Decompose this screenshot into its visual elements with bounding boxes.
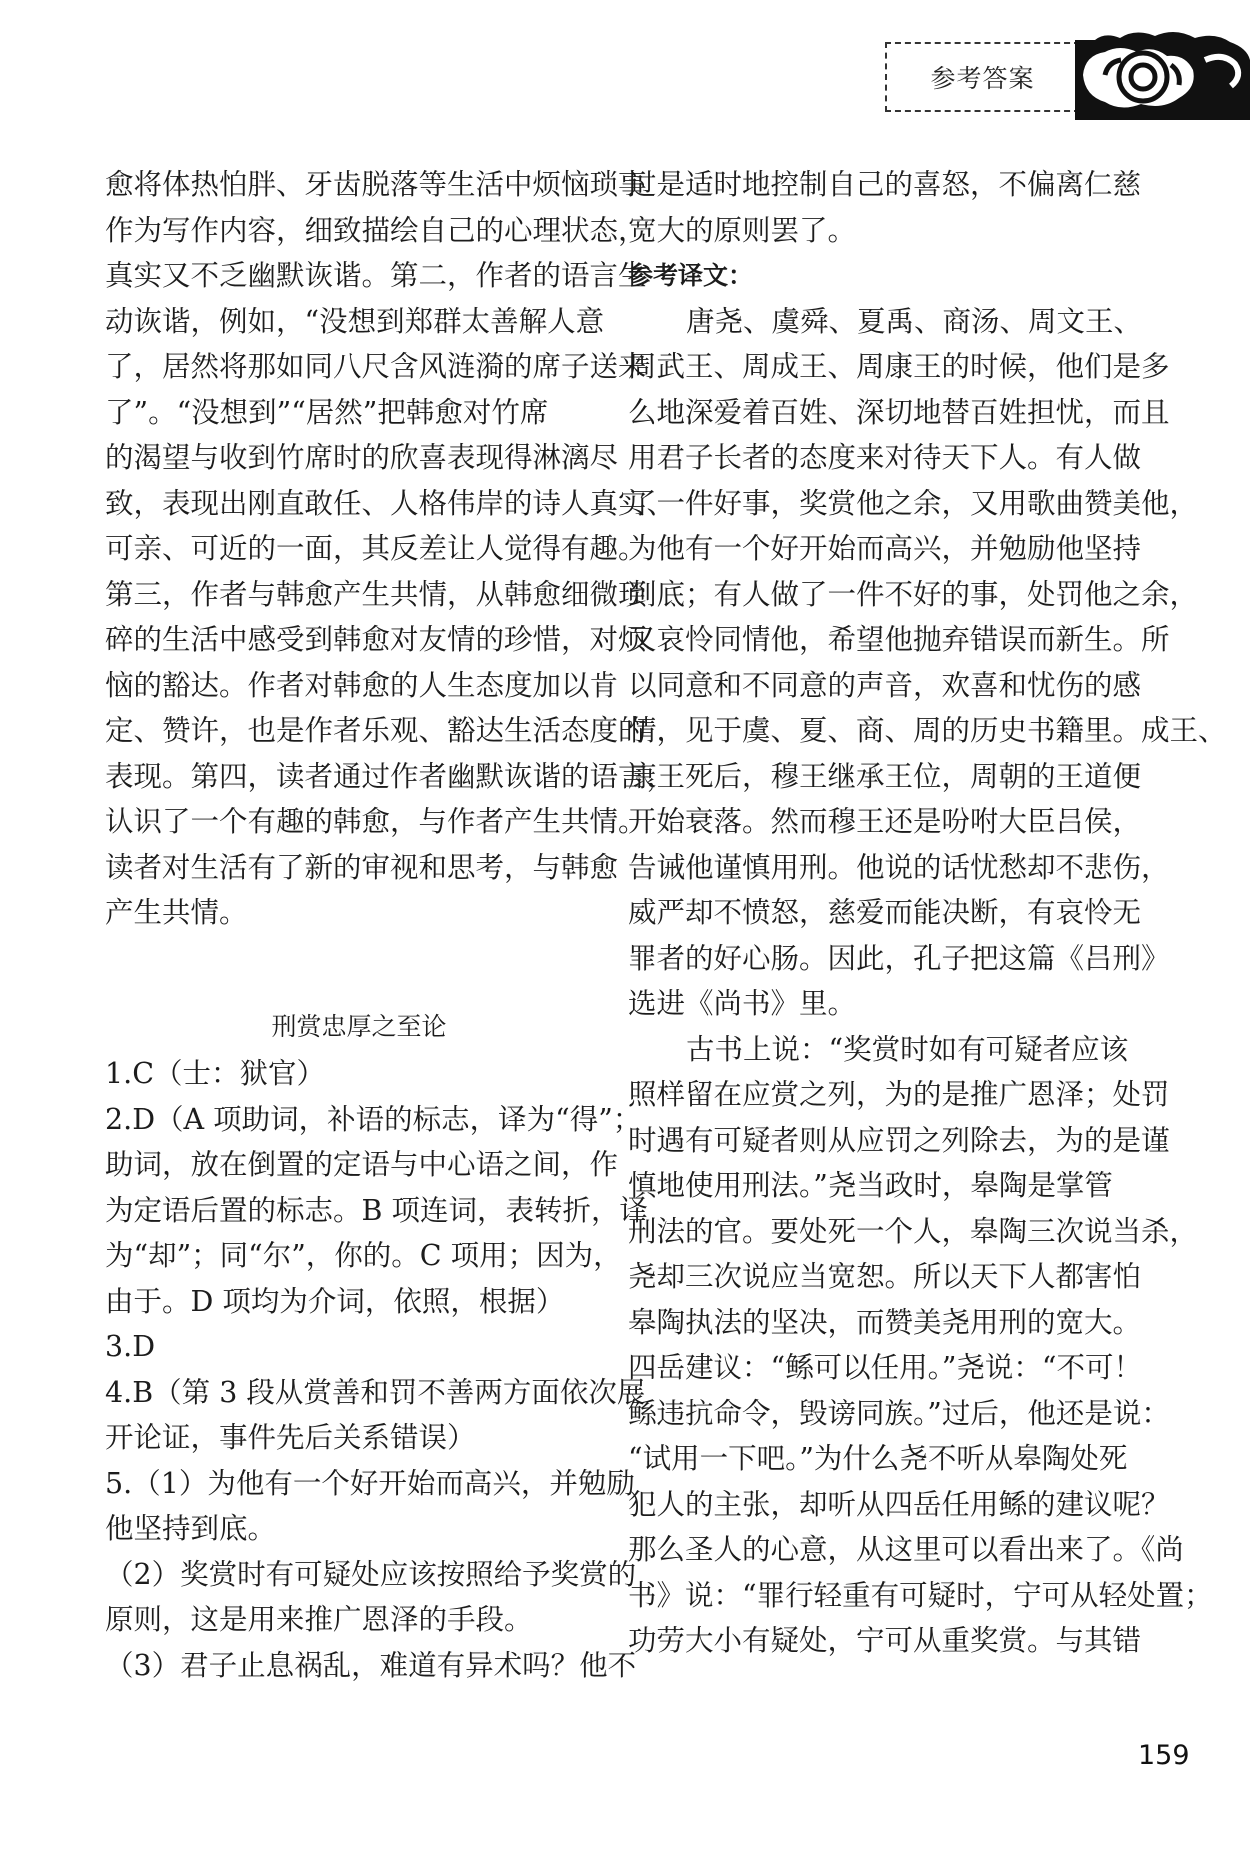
text-line: 刑法的官。要处死一个人，皋陶三次说当杀，: [628, 1214, 1199, 1248]
answer-list: [105, 1051, 649, 1688]
text-line: 书》说：“罪行轻重有可疑时，宁可从轻处置；: [628, 1578, 1213, 1612]
text-line: 选进《尚书》里。: [628, 987, 857, 1020]
text-line: 康王死后，穆王继承王位，周朝的王道便: [628, 759, 1142, 793]
answer-line: 3.D: [105, 1330, 156, 1363]
text-line: 唐尧、虞舜、夏禹、商汤、周文王、: [686, 304, 1143, 338]
cloud-ornament-icon: [1075, 30, 1250, 120]
right-column: [628, 162, 1227, 1664]
translation-paragraph-2: [628, 1027, 1213, 1664]
page-number: 159: [1138, 1740, 1190, 1771]
answer-line: 为“却”；同“尔”，你的。C 项用；因为，: [105, 1239, 622, 1272]
text-line: 作为写作内容，细致描绘自己的心理状态，: [105, 213, 647, 247]
text-line: 古书上说：“奖赏时如有可疑者应该: [686, 1032, 1129, 1066]
text-line: 告诫他谨慎用刑。他说的话忧愁却不悲伤，: [628, 850, 1170, 884]
answer-line: （2）奖赏时有可疑处应该按照给予奖赏的: [105, 1557, 637, 1591]
text-line: 读者对生活有了新的审视和思考，与韩愈: [105, 850, 619, 884]
text-line: 到底；有人做了一件不好的事，处罚他之余，: [628, 577, 1199, 611]
text-line: 四岳建议：“鲧可以任用。”尧说：“不可！: [628, 1351, 1142, 1384]
answer-line: 开论证，事件先后关系错误）: [105, 1421, 476, 1454]
text-line: 产生共情。: [105, 896, 248, 929]
text-line: 皋陶执法的坚决，而赞美尧用刑的宽大。: [628, 1305, 1142, 1339]
text-line: 开始衰落。然而穆王还是吩咐大臣吕侯，: [628, 805, 1142, 838]
answer-line: 由于。D 项均为介词，依照，根据）: [105, 1284, 565, 1318]
text-line: 又哀怜同情他，希望他抛弃错误而新生。所: [628, 623, 1170, 656]
text-line: 周武王、周成王、周康王的时候，他们是多: [628, 350, 1170, 383]
text-line: 犯人的主张，却听从四岳任用鲧的建议呢？: [628, 1487, 1170, 1521]
text-line: “试用一下吧。”为什么尧不听从皋陶处死: [628, 1442, 1128, 1475]
text-line: 照样留在应赏之列，为的是推广恩泽；处罚: [628, 1078, 1170, 1111]
answer-line: 原则，这是用来推广恩泽的手段。: [105, 1603, 533, 1636]
section-title: 刑赏忠厚之至论: [271, 1011, 447, 1041]
answer-line: 5.（1）为他有一个好开始而高兴，并勉励: [105, 1466, 635, 1500]
text-line: 表现。第四，读者通过作者幽默诙谐的语言，: [105, 759, 676, 793]
answer-line: 1.C（士：狱官）: [105, 1057, 325, 1090]
answer-line: 助词，放在倒置的定语与中心语之间，作: [105, 1148, 619, 1181]
text-line: 为他有一个好开始而高兴，并勉励他坚持: [628, 532, 1142, 565]
translation-paragraph-1: [628, 299, 1227, 1027]
header-tab: [885, 42, 1080, 112]
text-line: 情，见于虞、夏、商、周的历史书籍里。成王、: [628, 714, 1227, 747]
text-line: 定、赞许，也是作者乐观、豁达生活态度的: [105, 714, 647, 747]
text-line: 罪者的好心肠。因此，孔子把这篇《吕刑》: [628, 941, 1170, 975]
text-line: 宽大的原则罢了。: [628, 213, 857, 247]
answer-line: 2.D（A 项助词，补语的标志，译为“得”；: [105, 1102, 642, 1136]
text-line: 真实又不乏幽默诙谐。第二，作者的语言生: [105, 259, 647, 292]
text-line: 尧却三次说应当宽恕。所以天下人都害怕: [628, 1260, 1142, 1293]
text-line: 么地深爱着百姓、深切地替百姓担忧，而且: [628, 395, 1170, 429]
text-line: 认识了一个有趣的韩愈，与作者产生共情。: [105, 805, 647, 838]
text-line: 的渴望与收到竹席时的欣喜表现得淋漓尽: [105, 441, 619, 474]
text-line: 威严却不愤怒，慈爱而能决断，有哀怜无: [628, 896, 1142, 929]
answer-line: （3）君子止息祸乱，难道有异术吗？他不: [105, 1648, 637, 1682]
text-line: 过是适时地控制自己的喜怒，不偏离仁慈: [628, 168, 1142, 201]
header-tab-label: 参考答案: [930, 64, 1035, 93]
text-line: 时遇有可疑者则从应罚之列除去，为的是谨: [628, 1123, 1170, 1157]
text-line: 了一件好事，奖赏他之余，又用歌曲赞美他，: [628, 486, 1199, 520]
left-paragraph: [105, 162, 676, 936]
text-line: 致，表现出刚直敢任、人格伟岸的诗人真实、: [105, 486, 676, 520]
answer-line: 4.B（第 3 段从赏善和罚不善两方面依次展: [105, 1375, 646, 1409]
text-line: 恼的豁达。作者对韩愈的人生态度加以肯: [105, 668, 619, 702]
text-line: 愈将体热怕胖、牙齿脱落等生活中烦恼琐事: [105, 168, 647, 201]
text-line: 功劳大小有疑处，宁可从重奖赏。与其错: [628, 1624, 1142, 1657]
text-line: 了”。“没想到”“居然”把韩愈对竹席: [105, 395, 549, 429]
text-line: 鲧违抗命令，毁谤同族。”过后，他还是说：: [628, 1396, 1170, 1430]
text-line: 动诙谐，例如，“没想到郑群太善解人意: [105, 304, 605, 338]
text-line: 第三，作者与韩愈产生共情，从韩愈细微琐: [105, 577, 647, 611]
answer-line: 为定语后置的标志。B 项连词，表转折，译: [105, 1193, 649, 1227]
text-line: 那么圣人的心意，从这里可以看出来了。《尚: [628, 1533, 1184, 1566]
left-column: [105, 162, 676, 1688]
text-line: 以同意和不同意的声音，欢喜和忧伤的感: [628, 668, 1142, 702]
text-line: 碎的生活中感受到韩愈对友情的珍惜，对烦: [105, 623, 647, 656]
text-line: 可亲、可近的一面，其反差让人觉得有趣。: [105, 532, 647, 565]
text-line: 用君子长者的态度来对待天下人。有人做: [628, 441, 1142, 474]
translation-heading: 参考译文：: [628, 261, 754, 290]
text-line: 慎地使用刑法。”尧当政时，皋陶是掌管: [628, 1169, 1113, 1202]
text-line: 了，居然将那如同八尺含风涟漪的席子送来: [105, 350, 647, 383]
answer-line: 他坚持到底。: [105, 1512, 277, 1545]
